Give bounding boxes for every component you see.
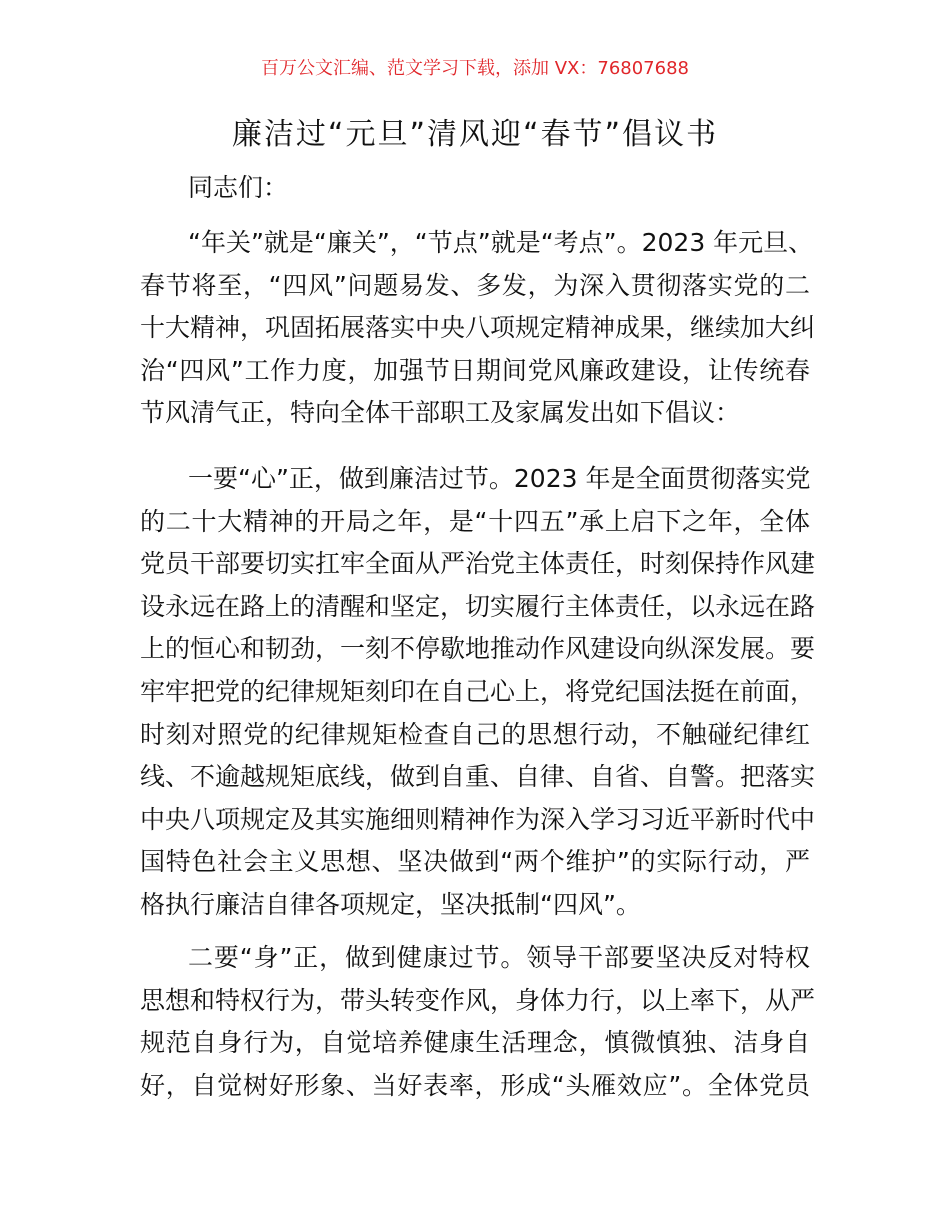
salutation: 同志们： — [188, 173, 289, 202]
paragraph-2-line: 中央八项规定及其实施细则精神作为深入学习习近平新时代中 — [140, 804, 816, 834]
paragraph-2-line: 国特色社会主义思想、坚决做到“两个维护”的实际行动，严 — [140, 847, 810, 877]
paragraph-2-line: 时刻对照党的纪律规矩检查自己的思想行动，不触碰纪律红 — [140, 719, 810, 749]
paragraph-2-line: 党员干部要切实扛牢全面从严治党主体责任，时刻保持作风建 — [140, 549, 816, 579]
paragraph-2-line: 一要“心”正，做到廉洁过节。2023 年是全面贯彻落实党 — [188, 464, 811, 493]
paragraph-1-line: “年关”就是“廉关”，“节点”就是“考点”。2023 年元旦、 — [188, 228, 814, 257]
paragraph-3-line: 二要“身”正，做到健康过节。领导干部要坚决反对特权 — [188, 943, 810, 972]
paragraph-2-line: 设永远在路上的清醒和坚定，切实履行主体责任，以永远在路 — [140, 591, 816, 621]
paragraph-1-line: 节风清气正，特向全体干部职工及家属发出如下倡议： — [140, 398, 741, 428]
paragraph-2-line: 上的恒心和韧劲，一刻不停歇地推动作风建设向纵深发展。要 — [140, 634, 816, 664]
document-title: 廉洁过“元旦”清风迎“春节”倡议书 — [231, 117, 719, 152]
paragraph-1-line: 治“四风”工作力度，加强节日期间党风廉政建设，让传统春 — [140, 355, 810, 385]
paragraph-2-line: 的二十大精神的开局之年，是“十四五”承上启下之年，全体 — [140, 506, 810, 536]
paragraph-2-line: 线、不逾越规矩底线，做到自重、自律、自省、自警。把落实 — [140, 762, 816, 792]
paragraph-3-line: 规范自身行为，自觉培养健康生活理念，慎微慎独、洁身自 — [140, 1028, 810, 1058]
watermark-header: 百万公文汇编、范文学习下载，添加 VX：76807688 — [261, 58, 689, 79]
paragraph-3-line: 思想和特权行为，带头转变作风，身体力行，以上率下，从严 — [140, 985, 816, 1015]
paragraph-2-line: 牢牢把党的纪律规矩刻印在自己心上，将党纪国法挺在前面， — [140, 677, 816, 706]
paragraph-1-line: 春节将至，“四风”问题易发、多发，为深入贯彻落实党的二 — [140, 270, 810, 300]
paragraph-2-line: 格执行廉洁自律各项规定，坚决抵制“四风”。 — [140, 890, 641, 919]
paragraph-1-line: 十大精神，巩固拓展落实中央八项规定精神成果，继续加大纠 — [140, 313, 816, 343]
paragraph-3-line: 好，自觉树好形象、当好表率，形成“头雁效应”。全体党员 — [140, 1070, 810, 1100]
